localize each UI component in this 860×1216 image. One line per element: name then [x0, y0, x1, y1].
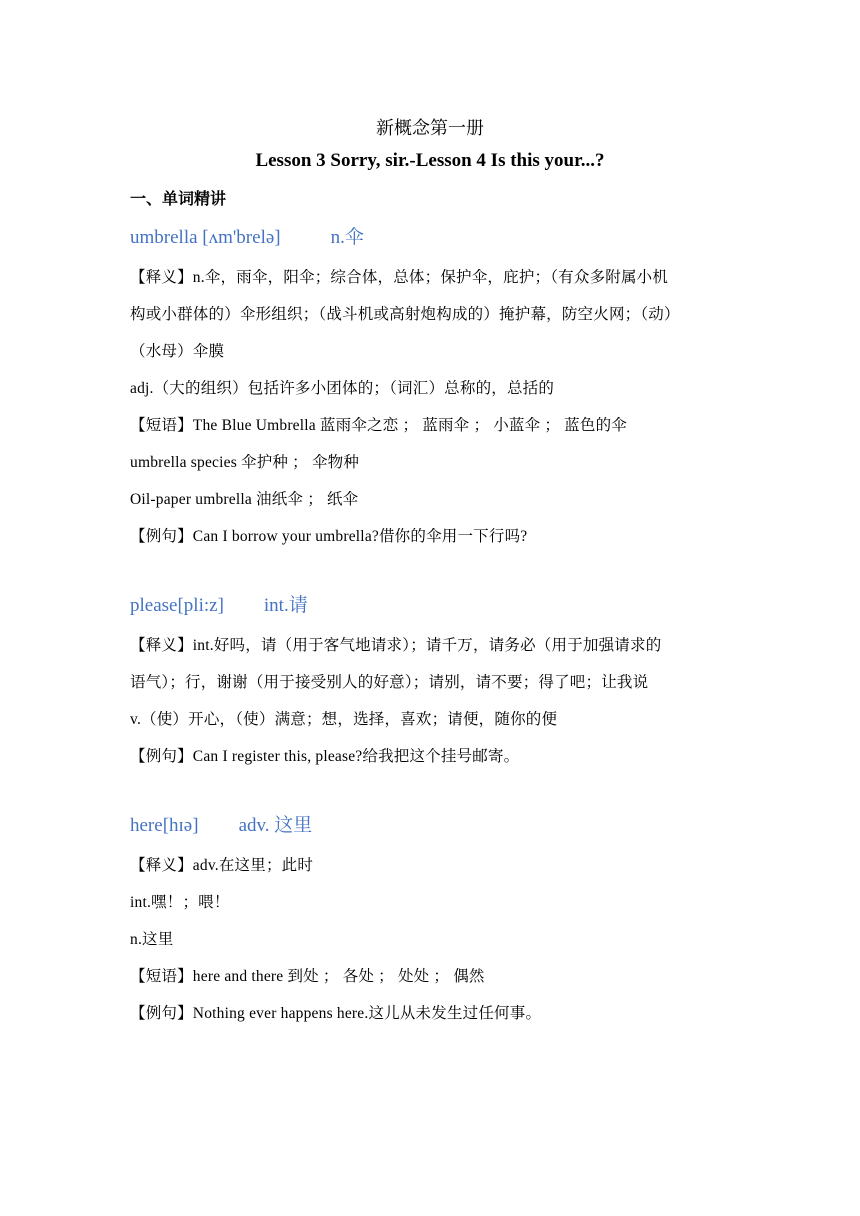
word-heading-please: [130, 590, 308, 617]
word-heading-umbrella: [130, 222, 364, 249]
entry-line: Oil-paper umbrella 油纸伞 ； 纸伞: [130, 491, 359, 508]
entry-line: （水母）伞膜: [130, 343, 225, 360]
entry-line: v.（使）开心，（使）满意；想，选择，喜欢；请便，随你的便: [130, 711, 558, 728]
word-pos: n.伞: [330, 227, 364, 248]
entry-line: n.这里: [130, 931, 174, 948]
entry-line: 【释义】int.好吗，请（用于客气地请求）；请千万，请务必（用于加强请求的: [130, 637, 662, 654]
entry-line: int.嘿！；喂！: [130, 894, 230, 911]
section-heading: 一、单词精讲: [130, 191, 227, 208]
entry-line: 【例句】Can I borrow your umbrella?借你的伞用一下行吗?: [130, 528, 528, 545]
entry-line: adj.（大的组织）包括许多小团体的；（词汇）总称的，总括的: [130, 380, 555, 397]
book-subtitle: 新概念第一册: [376, 118, 484, 138]
word-pos: int.请: [263, 595, 308, 616]
word-term: here[hɪə]: [130, 815, 199, 836]
entry-line: umbrella species 伞护种 ； 伞物种: [130, 454, 360, 471]
entry-line: 【例句】Can I register this, please?给我把这个挂号邮寄。: [130, 748, 520, 765]
word-term: please[pli:z]: [130, 595, 224, 616]
entry-line: 【释义】adv.在这里；此时: [130, 857, 314, 874]
lesson-title: Lesson 3 Sorry, sir.-Lesson 4 Is this your...?: [255, 150, 605, 171]
entry-line: 【短语】The Blue Umbrella 蓝雨伞之恋 ； 蓝雨伞 ； 小蓝伞 ； 蓝色的伞: [130, 417, 627, 434]
word-term: umbrella [ʌm'brelə]: [130, 227, 281, 248]
entry-line: 【短语】here and there 到处 ； 各处 ； 处处 ； 偶然: [130, 968, 485, 985]
entry-line: 构或小群体的）伞形组织；（战斗机或高射炮构成的）掩护幕，防空火网；（动）: [130, 306, 680, 323]
word-heading-here: [130, 810, 312, 837]
entry-line: 语气）；行，谢谢（用于接受别人的好意）；请别，请不要；得了吧；让我说: [130, 674, 649, 691]
entry-line: 【例句】Nothing ever happens here.这儿从未发生过任何事。: [130, 1005, 542, 1022]
entry-line: 【释义】n.伞，雨伞，阳伞；综合体，总体；保护伞，庇护；（有众多附属小机: [130, 269, 669, 286]
word-pos: adv. 这里: [238, 815, 313, 836]
